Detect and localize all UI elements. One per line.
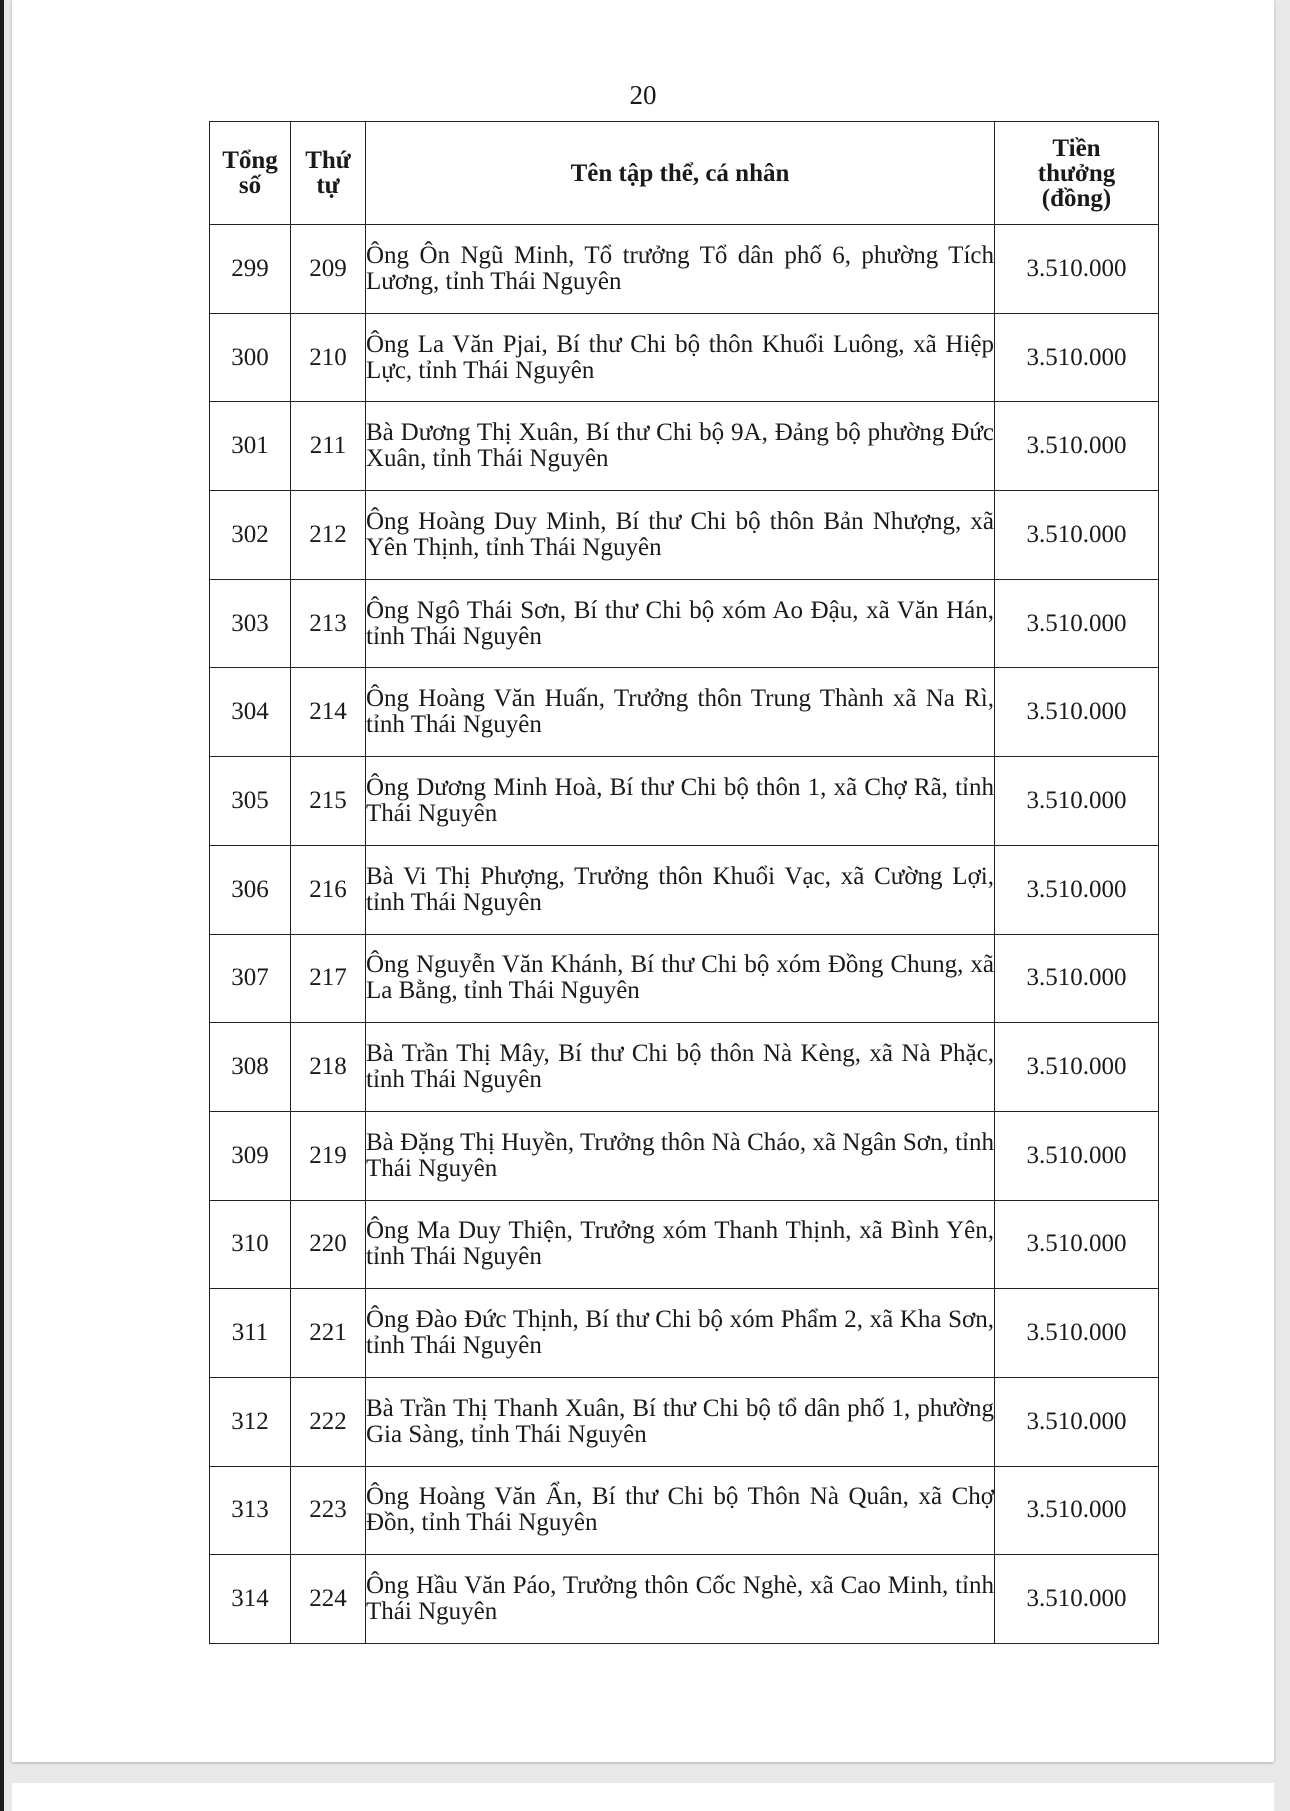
table-row xyxy=(210,579,1159,668)
row-name-cell: Ông Đào Đức Thịnh, Bí thư Chi bộ xóm Phẩm 2, xã Kha Sơn, tỉnh Thái Nguyên xyxy=(366,1289,995,1378)
scan-left-edge xyxy=(0,0,4,1811)
row-name-cell: Bà Vi Thị Phượng, Trưởng thôn Khuổi Vạc, xã Cường Lợi, tỉnh Thái Nguyên xyxy=(366,845,995,934)
row-total-cell: 306 xyxy=(210,845,291,934)
row-reward-cell: 3.510.000 xyxy=(995,845,1159,934)
row-order-cell: 217 xyxy=(291,934,366,1023)
row-total-cell: 308 xyxy=(210,1023,291,1112)
awards-table xyxy=(209,121,1159,1644)
row-order-cell: 219 xyxy=(291,1111,366,1200)
table-row xyxy=(210,934,1159,1023)
table-row xyxy=(210,1111,1159,1200)
row-total-cell: 301 xyxy=(210,402,291,491)
row-order-cell: 222 xyxy=(291,1377,366,1466)
table-row xyxy=(210,1466,1159,1555)
header-total: Tổng số xyxy=(210,122,291,225)
row-name-cell: Ông Hoàng Văn Huấn, Trưởng thôn Trung Thành xã Na Rì, tỉnh Thái Nguyên xyxy=(366,668,995,757)
row-order-cell: 215 xyxy=(291,757,366,846)
header-reward: Tiền thưởng (đồng) xyxy=(995,122,1159,225)
table-row xyxy=(210,1023,1159,1112)
row-name-cell: Ông Hầu Văn Páo, Trưởng thôn Cốc Nghè, xã Cao Minh, tỉnh Thái Nguyên xyxy=(366,1555,995,1644)
row-name-cell: Bà Trần Thị Mây, Bí thư Chi bộ thôn Nà Kèng, xã Nà Phặc, tỉnh Thái Nguyên xyxy=(366,1023,995,1112)
row-name-cell: Ông Hoàng Duy Minh, Bí thư Chi bộ thôn Bản Nhượng, xã Yên Thịnh, tỉnh Thái Nguyên xyxy=(366,491,995,580)
row-name-cell: Ông La Văn Pjai, Bí thư Chi bộ thôn Khuổi Luông, xã Hiệp Lực, tỉnh Thái Nguyên xyxy=(366,313,995,402)
page-number: 20 xyxy=(629,80,657,110)
row-order-cell: 211 xyxy=(291,402,366,491)
table-row xyxy=(210,1555,1159,1644)
document-page xyxy=(12,0,1274,1762)
row-reward-cell: 3.510.000 xyxy=(995,1200,1159,1289)
row-order-cell: 224 xyxy=(291,1555,366,1644)
row-total-cell: 305 xyxy=(210,757,291,846)
row-total-cell: 309 xyxy=(210,1111,291,1200)
row-reward-cell: 3.510.000 xyxy=(995,579,1159,668)
row-name-cell: Ông Hoàng Văn Ẩn, Bí thư Chi bộ Thôn Nà Quân, xã Chợ Đồn, tỉnh Thái Nguyên xyxy=(366,1466,995,1555)
row-name-cell: Ông Nguyễn Văn Khánh, Bí thư Chi bộ xóm Đồng Chung, xã La Bằng, tỉnh Thái Nguyên xyxy=(366,934,995,1023)
row-reward-cell: 3.510.000 xyxy=(995,1289,1159,1378)
row-order-cell: 221 xyxy=(291,1289,366,1378)
row-reward-cell: 3.510.000 xyxy=(995,313,1159,402)
table-row xyxy=(210,845,1159,934)
row-total-cell: 302 xyxy=(210,491,291,580)
row-reward-cell: 3.510.000 xyxy=(995,1466,1159,1555)
next-page-edge xyxy=(12,1783,1274,1811)
row-name-cell: Bà Đặng Thị Huyền, Trưởng thôn Nà Cháo, xã Ngân Sơn, tỉnh Thái Nguyên xyxy=(366,1111,995,1200)
header-name: Tên tập thể, cá nhân xyxy=(366,122,995,225)
row-name-cell: Ông Dương Minh Hoà, Bí thư Chi bộ thôn 1, xã Chợ Rã, tỉnh Thái Nguyên xyxy=(366,757,995,846)
row-name-cell: Ông Ngô Thái Sơn, Bí thư Chi bộ xóm Ao Đậu, xã Văn Hán, tỉnh Thái Nguyên xyxy=(366,579,995,668)
row-reward-cell: 3.510.000 xyxy=(995,934,1159,1023)
row-order-cell: 210 xyxy=(291,313,366,402)
table-row xyxy=(210,225,1159,314)
row-total-cell: 303 xyxy=(210,579,291,668)
table-row xyxy=(210,402,1159,491)
header-row xyxy=(210,122,1159,225)
row-order-cell: 216 xyxy=(291,845,366,934)
row-reward-cell: 3.510.000 xyxy=(995,1377,1159,1466)
row-name-cell: Ông Ôn Ngũ Minh, Tổ trưởng Tổ dân phố 6, phường Tích Lương, tỉnh Thái Nguyên xyxy=(366,225,995,314)
row-total-cell: 300 xyxy=(210,313,291,402)
table-row xyxy=(210,1289,1159,1378)
table-row xyxy=(210,1377,1159,1466)
row-order-cell: 212 xyxy=(291,491,366,580)
row-name-cell: Bà Dương Thị Xuân, Bí thư Chi bộ 9A, Đảng bộ phường Đức Xuân, tỉnh Thái Nguyên xyxy=(366,402,995,491)
table-row xyxy=(210,1200,1159,1289)
row-order-cell: 223 xyxy=(291,1466,366,1555)
table-row xyxy=(210,313,1159,402)
row-reward-cell: 3.510.000 xyxy=(995,491,1159,580)
table-row xyxy=(210,668,1159,757)
row-total-cell: 307 xyxy=(210,934,291,1023)
row-order-cell: 214 xyxy=(291,668,366,757)
row-total-cell: 299 xyxy=(210,225,291,314)
row-order-cell: 213 xyxy=(291,579,366,668)
row-order-cell: 220 xyxy=(291,1200,366,1289)
row-order-cell: 218 xyxy=(291,1023,366,1112)
row-reward-cell: 3.510.000 xyxy=(995,1555,1159,1644)
table-row xyxy=(210,491,1159,580)
row-total-cell: 314 xyxy=(210,1555,291,1644)
row-reward-cell: 3.510.000 xyxy=(995,402,1159,491)
row-reward-cell: 3.510.000 xyxy=(995,225,1159,314)
row-total-cell: 312 xyxy=(210,1377,291,1466)
row-name-cell: Ông Ma Duy Thiện, Trưởng xóm Thanh Thịnh, xã Bình Yên, tỉnh Thái Nguyên xyxy=(366,1200,995,1289)
header-order: Thứ tự xyxy=(291,122,366,225)
table-body xyxy=(210,225,1159,1644)
row-name-cell: Bà Trần Thị Thanh Xuân, Bí thư Chi bộ tổ dân phố 1, phường Gia Sàng, tỉnh Thái Nguyên xyxy=(366,1377,995,1466)
row-reward-cell: 3.510.000 xyxy=(995,668,1159,757)
row-reward-cell: 3.510.000 xyxy=(995,1111,1159,1200)
table-header xyxy=(210,122,1159,225)
row-total-cell: 304 xyxy=(210,668,291,757)
row-total-cell: 310 xyxy=(210,1200,291,1289)
row-order-cell: 209 xyxy=(291,225,366,314)
row-total-cell: 313 xyxy=(210,1466,291,1555)
table-row xyxy=(210,757,1159,846)
row-reward-cell: 3.510.000 xyxy=(995,757,1159,846)
row-reward-cell: 3.510.000 xyxy=(995,1023,1159,1112)
row-total-cell: 311 xyxy=(210,1289,291,1378)
